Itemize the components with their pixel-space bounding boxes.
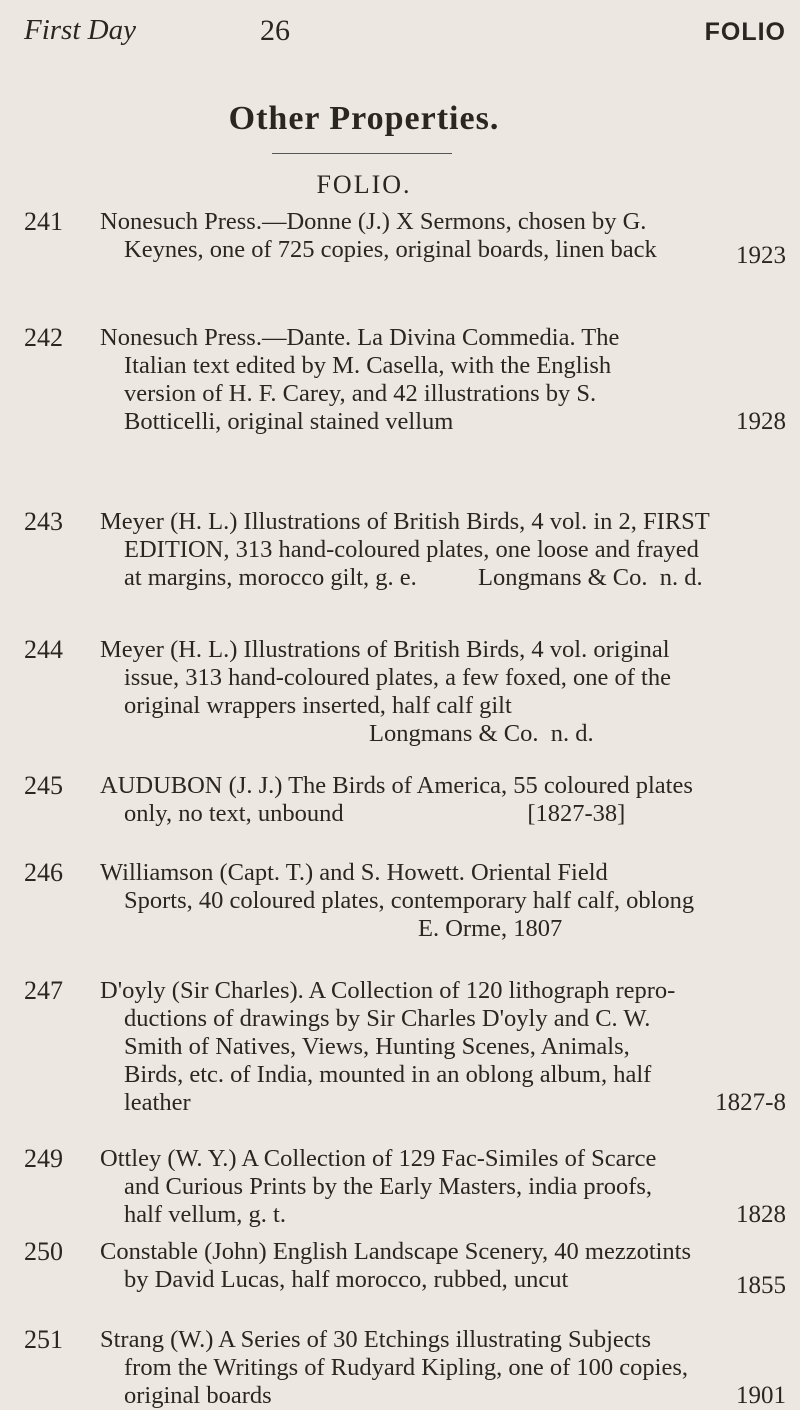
header-section: FOLIO (704, 18, 786, 46)
lot-line: Constable (John) English Landscape Scenery, 40 mezzotints (100, 1238, 692, 1265)
lot-description (100, 1145, 790, 1229)
lot-line: Nonesuch Press.—Donne (J.) X Sermons, chosen by G. (100, 208, 647, 235)
lot-number: 241 (24, 207, 63, 236)
page-number: 26 (260, 14, 290, 47)
lot-date: 1855 (736, 1272, 786, 1299)
lot-number: 244 (24, 635, 63, 664)
lot-line: original boards (124, 1382, 272, 1409)
page-title: Other Properties. (228, 100, 500, 137)
lot-description (100, 859, 790, 943)
page-header (24, 14, 786, 54)
lot-line: ductions of drawings by Sir Charles D'oyly and C. W. (124, 1005, 651, 1032)
lot-line: Meyer (H. L.) Illustrations of British Birds, 4 vol. in 2, FIRST (100, 508, 710, 535)
lot-line: E. Orme, 1807 (124, 915, 563, 942)
lot-line: from the Writings of Rudyard Kipling, one of 100 copies, (124, 1354, 689, 1381)
lot-line: AUDUBON (J. J.) The Birds of America, 55 coloured plates (100, 772, 693, 799)
lot-line: version of H. F. Carey, and 42 illustrations by S. (124, 380, 597, 407)
lot-date: 1928 (736, 408, 786, 435)
lot-description (100, 1238, 790, 1294)
header-day: First Day (24, 14, 136, 46)
lot-number: 249 (24, 1144, 63, 1173)
lot-description (100, 772, 790, 828)
lot-description (100, 208, 790, 264)
lot-line: issue, 313 hand-coloured plates, a few foxed, one of the (124, 664, 671, 691)
lot-line: EDITION, 313 hand-coloured plates, one loose and frayed (124, 536, 699, 563)
lot-line: Meyer (H. L.) Illustrations of British Birds, 4 vol. original (100, 636, 670, 663)
lot-description (100, 977, 790, 1117)
lot-description (100, 636, 790, 748)
lot-date: 1828 (736, 1201, 786, 1228)
lot-line: half vellum, g. t. (124, 1201, 286, 1228)
lot-description (100, 1326, 790, 1410)
lot-line: Williamson (Capt. T.) and S. Howett. Oriental Field (100, 859, 608, 886)
lot-line: Ottley (W. Y.) A Collection of 129 Fac-Similes of Scarce (100, 1145, 657, 1172)
lot-line: by David Lucas, half morocco, rubbed, uncut (124, 1266, 569, 1293)
lot-number: 246 (24, 858, 63, 887)
lot-line: only, no text, unbound [1827-38] (124, 800, 626, 827)
lot-line: Strang (W.) A Series of 30 Etchings illustrating Subjects (100, 1326, 651, 1353)
lot-number: 242 (24, 323, 63, 352)
lot-number: 247 (24, 976, 63, 1005)
lot-line: at margins, morocco gilt, g. e. Longmans & Co. n. d. (124, 564, 703, 591)
lot-line: Italian text edited by M. Casella, with the English (124, 352, 612, 379)
lot-date: 1901 (736, 1382, 786, 1409)
title-divider (272, 153, 452, 154)
section-subtitle: FOLIO. (316, 170, 412, 199)
lot-line: leather (124, 1089, 191, 1116)
lot-number: 250 (24, 1237, 63, 1266)
lot-line: original wrappers inserted, half calf gilt (124, 692, 512, 719)
lot-line: Sports, 40 coloured plates, contemporary half calf, oblong (124, 887, 695, 914)
lot-line: Nonesuch Press.—Dante. La Divina Commedia. The (100, 324, 620, 351)
lot-line: D'oyly (Sir Charles). A Collection of 120 lithograph repro- (100, 977, 676, 1004)
lot-line: and Curious Prints by the Early Masters, india proofs, (124, 1173, 653, 1200)
lot-number: 251 (24, 1325, 63, 1354)
lot-description (100, 508, 790, 592)
lot-date: 1827-8 (715, 1089, 786, 1116)
lot-number: 243 (24, 507, 63, 536)
lot-date: 1923 (736, 242, 786, 269)
lot-line: Keynes, one of 725 copies, original boards, linen back (124, 236, 657, 263)
lot-description (100, 324, 790, 436)
lot-line: Longmans & Co. n. d. (124, 720, 594, 747)
lot-line: Birds, etc. of India, mounted in an oblong album, half (124, 1061, 652, 1088)
lot-number: 245 (24, 771, 63, 800)
lot-line: Smith of Natives, Views, Hunting Scenes, Animals, (124, 1033, 630, 1060)
lot-line: Botticelli, original stained vellum (124, 408, 454, 435)
